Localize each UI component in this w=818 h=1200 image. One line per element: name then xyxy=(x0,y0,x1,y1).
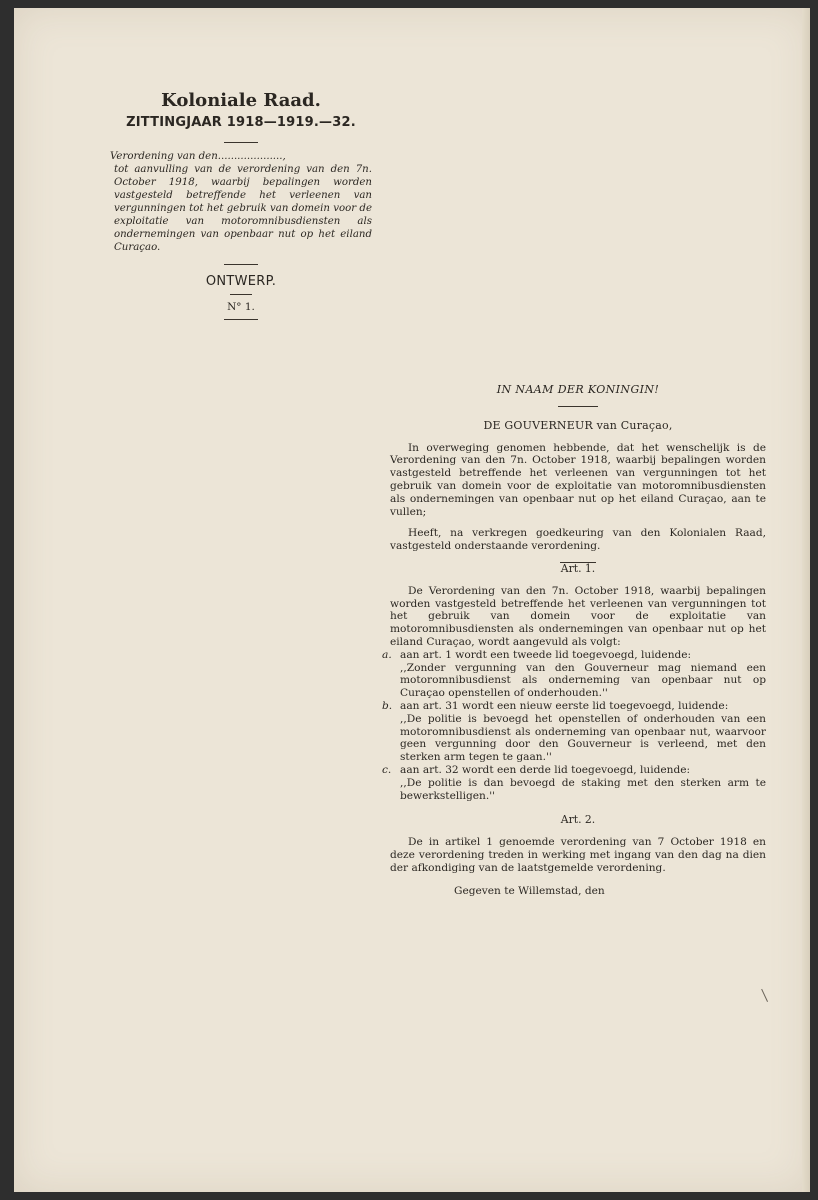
number-divider xyxy=(224,319,258,320)
amendment-a xyxy=(382,648,766,662)
sheet-edge xyxy=(802,8,810,1192)
amendment-b xyxy=(382,699,766,713)
amendment-a-text: aan art. 1 wordt een tweede lid toegevoegd, luidende: xyxy=(400,648,692,661)
amendment-a-quote: ,,Zonder vergunning van den Gouverneur mag niemand een motoromnibusdienst als onderneming van openbaar nut op Curaçao openstellen of onderhouden.'' xyxy=(400,661,766,700)
council-title: Koloniale Raad. xyxy=(161,90,321,111)
article-2-heading: Art. 2. xyxy=(560,813,596,827)
ordinance-summary xyxy=(110,150,372,254)
amendment-c-text: aan art. 32 wordt een derde lid toegevoegd, luidende: xyxy=(400,763,691,776)
amendment-a-mark: a. xyxy=(382,648,392,661)
heading-block xyxy=(110,90,372,320)
draft-number: N° 1. xyxy=(227,301,255,313)
session-year: ZITTINGJAAR 1918—1919.—32. xyxy=(126,115,356,130)
article-2-text: De in artikel 1 genoemde verordening van 7 October 1918 en deze verordening treden in werking met ingang van den dag na dien der afkondiging van de laatstgemelde verordening. xyxy=(390,836,766,874)
governor-line: DE GOUVERNEUR van Curaçao, xyxy=(483,418,673,432)
amendment-b-quote: ,,De politie is bevoegd het openstellen of onderhouden van een motoromnibusdienst als onderneming van openbaar nut, waarvoor geen vergunning door den Gouverneur is verleend, met den sterken arm tegen te gaan.'' xyxy=(400,712,766,764)
invocation: IN NAAM DER KONINGIN! xyxy=(496,383,660,396)
amendment-b-text: aan art. 31 wordt een nieuw eerste lid toegevoegd, luidende: xyxy=(400,699,729,712)
heading-divider xyxy=(224,142,258,143)
summary-lead: Verordening van den...................., xyxy=(110,151,286,162)
article-1-intro: De Verordening van den 7n. October 1918, waarbij bepalingen worden vastgesteld betreffende het verleenen van vergunningen tot het gebruik van domein voor de exploitatie van motoromnibusdiensten als ondernemingen van openbaar nut op het eiland Curaçao, wordt aangevuld als volgt: xyxy=(390,584,766,648)
closing-line: Gegeven te Willemstad, den xyxy=(454,884,605,897)
article-1-heading: Art. 1. xyxy=(560,561,596,575)
summary-body: tot aanvulling van de verordening van den 7n. October 1918, waarbij bepalingen worden vastgesteld betreffende het verleenen van vergunningen tot het gebruik van domein voor de exploitatie van motoromnibusdiensten als ondernemingen van openbaar nut op het eiland Curaçao. xyxy=(114,164,372,253)
pencil-mark xyxy=(761,988,770,1002)
summary-divider xyxy=(224,264,258,265)
draft-label: ONTWERP. xyxy=(205,274,277,289)
draft-divider xyxy=(230,294,252,295)
ordinance-body xyxy=(382,383,766,897)
document-sheet xyxy=(14,8,810,1192)
amendment-c-mark: c. xyxy=(382,763,392,776)
amendment-c-quote: ,,De politie is dan bevoegd de staking met den sterken arm te bewerkstelligen.'' xyxy=(400,776,766,802)
amendment-c xyxy=(382,763,766,777)
considering-paragraph: In overweging genomen hebbende, dat het wenschelijk is de Verordening van den 7n. October 1918, waarbij bepalingen worden vastgesteld betreffende het verleenen van vergunningen tot het gebruik van domein voor de exploitatie van motoromnibusdiensten als ondernemingen van openbaar nut op het eiland Curaçao, aan te vullen; xyxy=(390,441,766,518)
amendment-b-mark: b. xyxy=(382,699,393,712)
invocation-divider xyxy=(558,406,598,407)
approval-paragraph: Heeft, na verkregen goedkeuring van den Kolonialen Raad, vastgesteld onderstaande verordening. xyxy=(390,527,766,553)
